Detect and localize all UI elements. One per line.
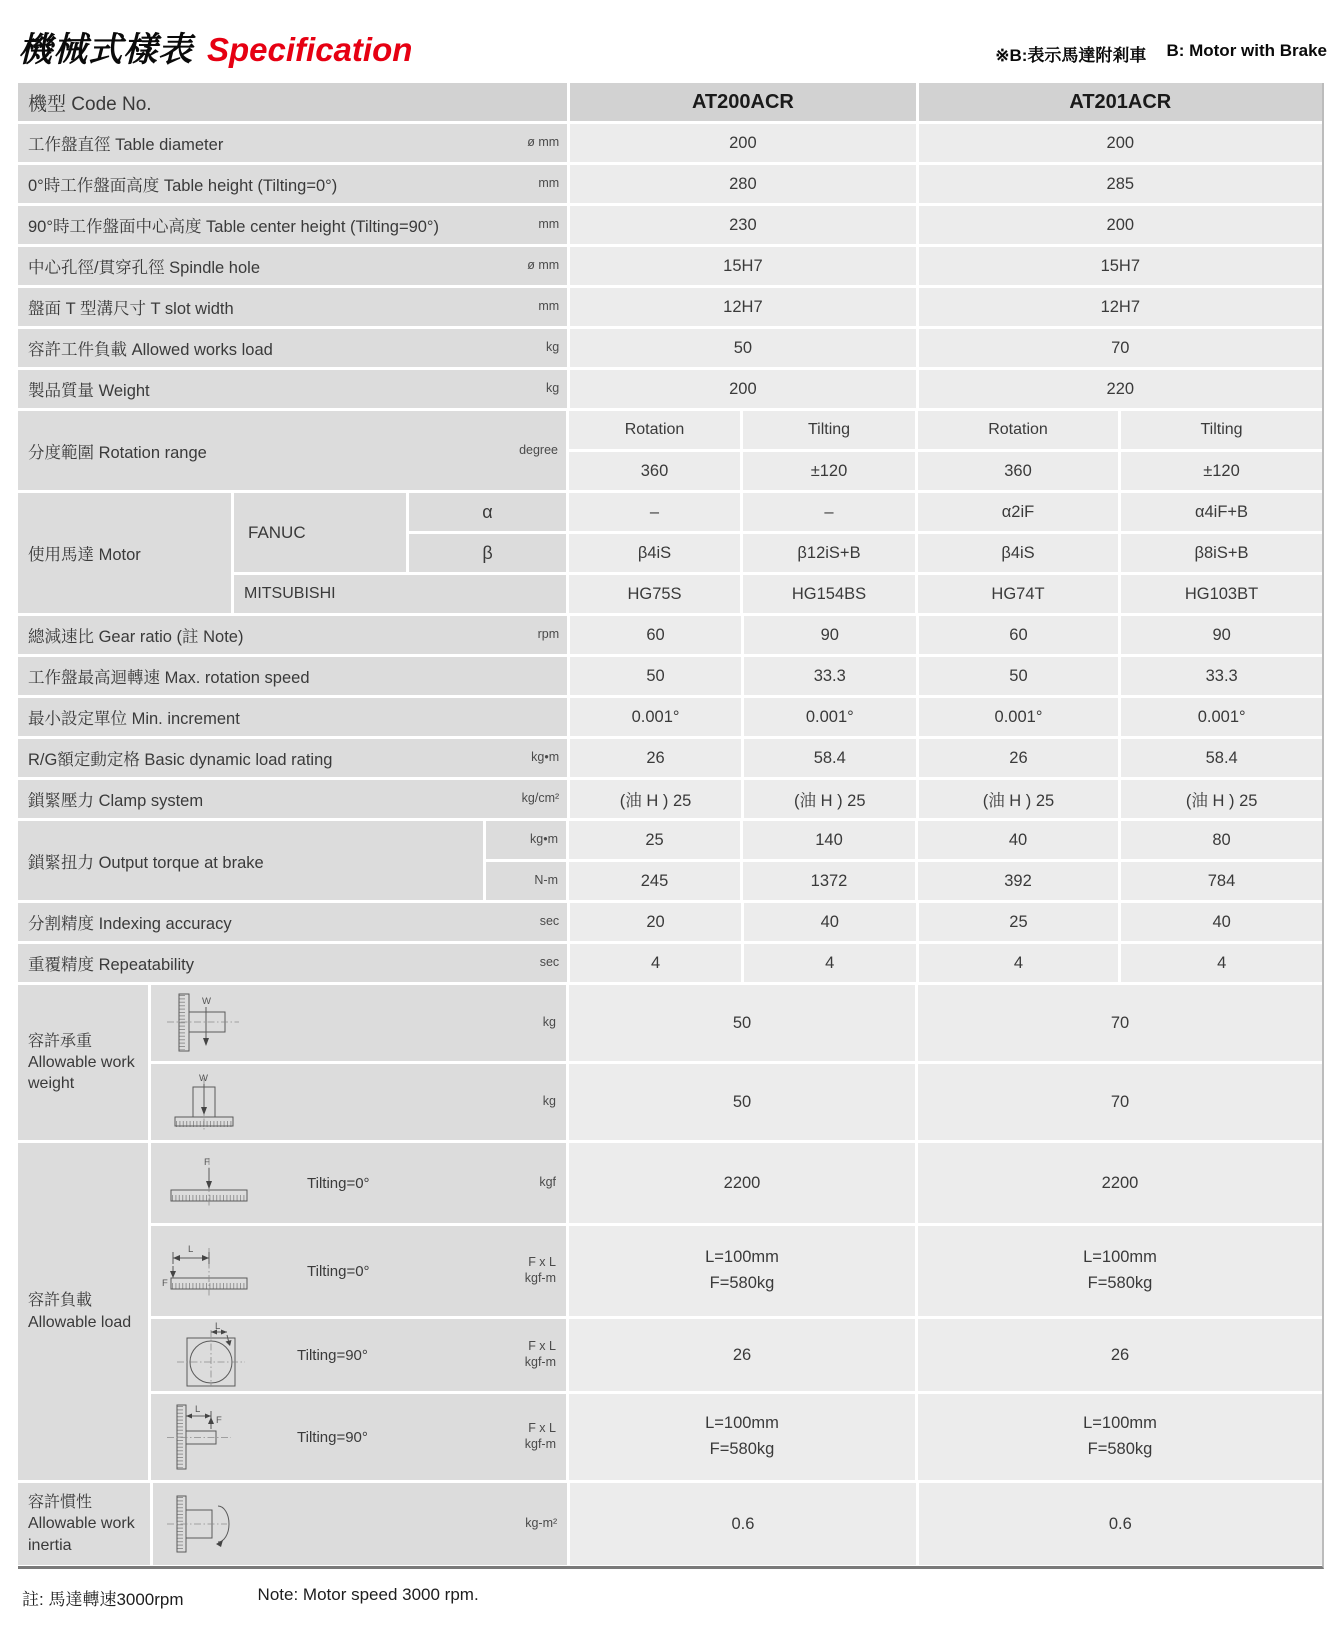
value-at201: 200	[919, 206, 1322, 244]
table-row	[18, 739, 1322, 777]
value-at200: 50	[569, 1064, 915, 1140]
value-cell: 784	[1121, 862, 1322, 900]
value-cell: 40	[744, 903, 916, 941]
top-mounted-weight-diagram	[159, 1070, 259, 1134]
value-at200: 200	[570, 124, 915, 162]
value-cell: 33.3	[1121, 657, 1322, 695]
svg-text:W: W	[202, 996, 211, 1007]
value-at201: L=100mm	[1083, 1248, 1157, 1267]
allowable-load-label-en: Allowable load	[28, 1313, 132, 1331]
subheader-tilting: Tilting	[743, 411, 915, 449]
motor-section	[18, 493, 1322, 613]
value-at201: 70	[918, 985, 1322, 1061]
spec-table	[18, 83, 1324, 1569]
value-cell: HG74T	[918, 575, 1118, 613]
value-at201: 26	[918, 1319, 1322, 1391]
value-cell: α2iF	[918, 493, 1118, 531]
row-label: 分度範圍 Rotation range	[28, 443, 207, 462]
value-cell: 4	[744, 944, 916, 982]
svg-text:L: L	[195, 1404, 201, 1415]
row-label: 總減速比 Gear ratio (註 Note)	[28, 628, 244, 646]
torque-label: 鎖緊扭力 Output torque at brake	[18, 821, 483, 900]
value-cell: HG75S	[569, 575, 740, 613]
row-unit: ø mm	[527, 258, 560, 273]
value-at200: 12H7	[570, 288, 915, 326]
value-cell: 50	[570, 657, 741, 695]
row-unit: kg•m	[531, 750, 560, 765]
value-at201: 220	[919, 370, 1322, 408]
svg-text:F: F	[204, 1157, 210, 1168]
table-row	[18, 247, 1322, 285]
value-cell: 0.001°	[570, 698, 741, 736]
row-unit: rpm	[537, 627, 560, 642]
footer-note-zh: 註: 馬達轉速3000rpm	[22, 1590, 184, 1609]
value-cell: 0.001°	[1121, 698, 1322, 736]
torque-unit-nm: N-m	[486, 862, 566, 900]
torque-unit-kgm: kg•m	[486, 821, 566, 859]
value-cell: (油 H ) 25	[1121, 780, 1322, 818]
value-cell: 26	[570, 739, 741, 777]
value-cell: β12iS+B	[743, 534, 915, 572]
row-label: 工作盤直徑 Table diameter	[28, 136, 224, 154]
value-cell: 40	[1121, 903, 1322, 941]
allowable-load-row: L Tilting=90° F x L kgf-m 26 26	[151, 1319, 1322, 1391]
fanuc-alpha-row	[569, 493, 1322, 531]
value-cell: (油 H ) 25	[744, 780, 916, 818]
value-cell: 80	[1121, 821, 1322, 859]
row-label: R/G額定動定格 Basic dynamic load rating	[28, 751, 333, 769]
value-cell: 392	[918, 862, 1118, 900]
table-row	[18, 329, 1322, 367]
value-at201: 285	[919, 165, 1322, 203]
value-cell: (油 H ) 25	[570, 780, 741, 818]
value-cell: 25	[569, 821, 740, 859]
title-bar	[18, 22, 1327, 71]
value-cell: 140	[743, 821, 915, 859]
value-cell: β8iS+B	[1121, 534, 1322, 572]
row-unit: mm	[538, 217, 560, 232]
value-at201: 70	[918, 1064, 1322, 1140]
tilting-caption: Tilting=0°	[307, 1262, 370, 1280]
value-cell: 58.4	[744, 739, 916, 777]
table-row	[18, 616, 1322, 654]
motor-label: 使用馬達 Motor	[18, 493, 231, 613]
brake-note-en: B: Motor with Brake	[1166, 41, 1327, 60]
svg-text:L: L	[215, 1322, 221, 1332]
row-label: 最小設定單位 Min. increment	[28, 710, 240, 728]
model-header-at201acr: AT201ACR	[919, 83, 1322, 121]
value-at201: 2200	[918, 1143, 1322, 1223]
value-at200: L=100mm	[705, 1414, 779, 1433]
rotation-value-row	[569, 452, 1322, 490]
row-label: 製品質量 Weight	[28, 382, 150, 400]
mitsubishi-row	[234, 575, 1322, 613]
row-label: 容許工件負載 Allowed works load	[28, 341, 273, 359]
table-row	[18, 288, 1322, 326]
table-row	[18, 903, 1322, 941]
table-row	[18, 698, 1322, 736]
allowable-load-row: L F Tilting=90° F x L kgf-m L=100mm F=580kg L=100mm F=580kg	[151, 1394, 1322, 1480]
work-inertia-label-zh: 容許慣性	[28, 1494, 93, 1512]
axial-force-tilting0-diagram	[159, 1154, 279, 1212]
value-cell: α4iF+B	[1121, 493, 1322, 531]
row-unit: mm	[538, 299, 560, 314]
torque-section	[18, 821, 1322, 900]
alpha-series-label: α	[409, 493, 566, 531]
page-title-zh: 機械式樣表	[18, 31, 193, 69]
row-unit: kgf	[539, 1175, 556, 1190]
page-title	[18, 22, 412, 71]
value-at201: 12H7	[919, 288, 1322, 326]
allowable-load-row: L F Tilting=0° F x L kgf-m L=100mm F=580kg L=100mm F=580kg	[151, 1226, 1322, 1316]
value-at200: 0.6	[570, 1483, 915, 1565]
brake-note-zh: ※B:表示馬達附剎車	[995, 46, 1147, 65]
work-weight-label-zh: 容許承重	[28, 1032, 93, 1050]
rotary-inertia-diagram	[161, 1490, 261, 1558]
row-unit: kg-m²	[525, 1516, 558, 1531]
work-inertia-label-en: Allowable work inertia	[28, 1515, 135, 1554]
page-title-en: Specification	[207, 31, 413, 68]
value-cell: 25	[919, 903, 1119, 941]
value-cell: ±120	[743, 452, 915, 490]
row-unit: ø mm	[527, 135, 560, 150]
table-row	[18, 780, 1322, 818]
value-at200: 200	[570, 370, 915, 408]
value-at200: 230	[570, 206, 915, 244]
value-cell: 360	[918, 452, 1118, 490]
row-label: 工作盤最高迴轉速 Max. rotation speed	[28, 669, 310, 687]
moment-tilting90-diagram	[159, 1401, 269, 1473]
value-cell: 50	[919, 657, 1119, 695]
value-cell: 1372	[743, 862, 915, 900]
torque-nm-row	[486, 862, 1322, 900]
work-weight-row	[151, 985, 1322, 1061]
value-cell: 4	[919, 944, 1119, 982]
radial-front-tilting90-diagram	[159, 1322, 269, 1388]
svg-text:F: F	[162, 1278, 168, 1289]
code-no-header: 機型 Code No.	[18, 83, 567, 121]
footer-note-en: Note: Motor speed 3000 rpm.	[257, 1585, 479, 1604]
value-cell: –	[569, 493, 740, 531]
brake-note	[995, 41, 1327, 71]
value-cell: 0.001°	[919, 698, 1119, 736]
row-label: 重覆精度 Repeatability	[28, 956, 194, 974]
value-cell: 60	[919, 616, 1119, 654]
row-unit: F x L	[528, 1255, 556, 1270]
svg-text:F: F	[216, 1415, 222, 1426]
value-cell: 26	[919, 739, 1119, 777]
value-cell: 0.001°	[744, 698, 916, 736]
row-unit: kg	[545, 381, 560, 396]
value-at200: 50	[569, 985, 915, 1061]
rotation-subheader-row	[569, 411, 1322, 449]
model-header-at200acr: AT200ACR	[570, 83, 915, 121]
value-at200: 26	[569, 1319, 915, 1391]
header-row	[18, 83, 1322, 121]
value-at200: 15H7	[570, 247, 915, 285]
row-unit: F x L	[528, 1421, 556, 1436]
value-cell: 4	[570, 944, 741, 982]
svg-text:W: W	[199, 1073, 208, 1084]
tilting-caption: Tilting=90°	[297, 1428, 368, 1446]
value-cell: 40	[918, 821, 1118, 859]
row-unit: kg	[542, 1094, 556, 1109]
value-at201: L=100mm	[1083, 1414, 1157, 1433]
svg-text:L: L	[188, 1244, 194, 1255]
table-row	[18, 370, 1322, 408]
torque-kgm-row	[486, 821, 1322, 859]
row-unit: kg	[542, 1015, 556, 1030]
footer-note	[22, 1585, 1327, 1610]
row-label: 0°時工作盤面高度 Table height (Tilting=0°)	[28, 177, 338, 195]
value-cell: HG154BS	[743, 575, 915, 613]
row-unit: mm	[538, 176, 560, 191]
row-unit: sec	[539, 955, 560, 970]
value-at200: 50	[570, 329, 915, 367]
row-unit: F x L	[528, 1339, 556, 1354]
side-mounted-weight-diagram	[159, 991, 259, 1055]
value-at201: 200	[919, 124, 1322, 162]
rotation-range-section	[18, 411, 1322, 490]
value-at201: 15H7	[919, 247, 1322, 285]
row-unit: kg/cm²	[521, 791, 560, 806]
row-label: 90°時工作盤面中心高度 Table center height (Tilting=90°)	[28, 218, 440, 236]
subheader-tilting: Tilting	[1121, 411, 1322, 449]
tilting-caption: Tilting=0°	[307, 1174, 370, 1192]
moment-tilting0-diagram	[159, 1240, 279, 1302]
work-weight-row	[151, 1064, 1322, 1140]
value-cell: (油 H ) 25	[919, 780, 1119, 818]
value-cell: 245	[569, 862, 740, 900]
value-at200: L=100mm	[705, 1248, 779, 1267]
work-inertia-section	[18, 1483, 1322, 1565]
value-cell: ±120	[1121, 452, 1322, 490]
value-cell: 33.3	[744, 657, 916, 695]
subheader-rotation: Rotation	[918, 411, 1118, 449]
value-cell: 90	[1121, 616, 1322, 654]
mitsubishi-label: MITSUBISHI	[234, 575, 566, 613]
value-cell: HG103BT	[1121, 575, 1322, 613]
table-row	[18, 165, 1322, 203]
value-cell: β4iS	[918, 534, 1118, 572]
row-label: 中心孔徑/貫穿孔徑 Spindle hole	[28, 259, 260, 277]
value-cell: β4iS	[569, 534, 740, 572]
value-at201: 70	[919, 329, 1322, 367]
work-weight-section	[18, 985, 1322, 1140]
value-at201: 0.6	[919, 1483, 1322, 1565]
table-row	[18, 206, 1322, 244]
fanuc-label: FANUC	[234, 493, 406, 572]
value-cell: 60	[570, 616, 741, 654]
row-label: 鎖緊壓力 Clamp system	[28, 792, 204, 810]
value-cell: 90	[744, 616, 916, 654]
subheader-rotation: Rotation	[569, 411, 740, 449]
tilting-caption: Tilting=90°	[297, 1346, 368, 1364]
table-row	[18, 657, 1322, 695]
row-unit: kg	[545, 340, 560, 355]
value-cell: –	[743, 493, 915, 531]
table-row	[18, 124, 1322, 162]
value-cell: 20	[570, 903, 741, 941]
beta-series-label: β	[409, 534, 566, 572]
allowable-load-section	[18, 1143, 1322, 1480]
value-cell: 360	[569, 452, 740, 490]
fanuc-beta-row	[569, 534, 1322, 572]
value-cell: 58.4	[1121, 739, 1322, 777]
row-label: 分割精度 Indexing accuracy	[28, 915, 232, 933]
allowable-load-label-zh: 容許負載	[28, 1292, 93, 1310]
row-label: 盤面 T 型溝尺寸 T slot width	[28, 300, 234, 318]
value-at200: 280	[570, 165, 915, 203]
allowable-load-row	[151, 1143, 1322, 1223]
work-weight-label-en: Allowable work weight	[28, 1053, 135, 1093]
value-at200: 2200	[569, 1143, 915, 1223]
table-row	[18, 944, 1322, 982]
value-cell: 4	[1121, 944, 1322, 982]
row-unit: degree	[519, 442, 558, 457]
row-unit: sec	[539, 914, 560, 929]
